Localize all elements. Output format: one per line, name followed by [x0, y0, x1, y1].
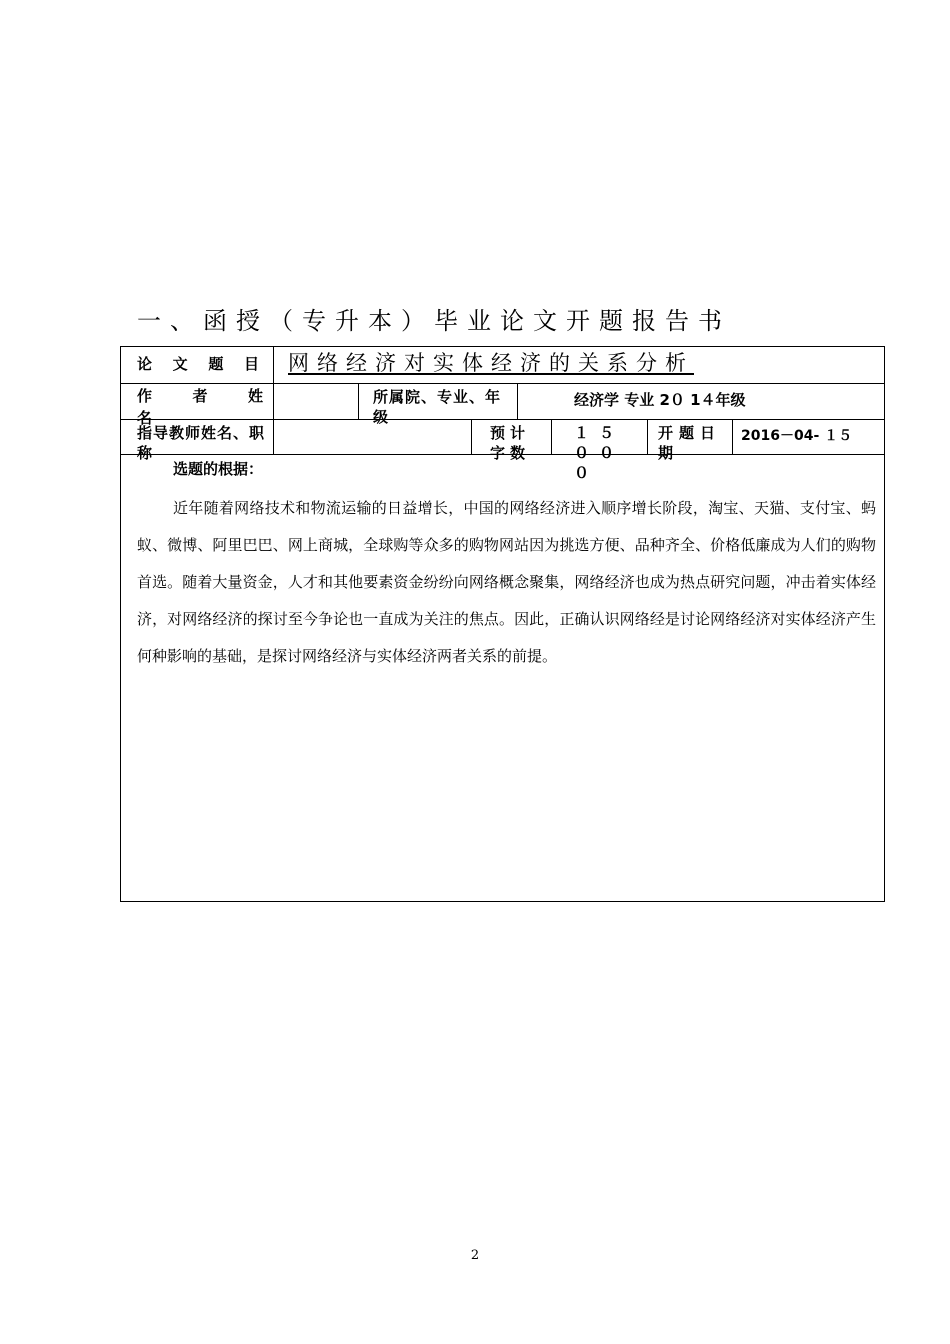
- row-thesis-title: [121, 347, 884, 384]
- topic-basis-text: 近年随着网络技术和物流运输的日益增长，中国的网络经济进入顺序增长阶段，淘宝、天猫、支付宝、蚂蚁、微博、阿里巴巴、网上商城，全球购等众多的购物网站因为挑选方便、品种齐全、价格低廉成为人们的购物首选。随着大量资金，人才和其他要素资金纷纷向网络概念聚集，网络经济也成为热点研究问题，冲击着实体经济，对网络经济的探讨至今争论也一直成为关注的焦点。因此，正确认识网络经是讨论网络经济对实体经济产生何种影响的基础，是探讨网络经济与实体经济两者关系的前提。: [137, 499, 876, 665]
- section-heading: 选题的根据：: [173, 460, 264, 478]
- page-number: 2: [470, 1248, 480, 1263]
- row-author: [121, 383, 884, 427]
- department-label: 所属院、专业、年级: [358, 383, 517, 419]
- thesis-title-value: 网络经济对实体经济的关系分析: [273, 347, 884, 383]
- topic-basis-section: [121, 454, 884, 901]
- department-value: 经济学 专业 2０ 1４年级: [517, 383, 884, 419]
- word-count-value: １５０００: [551, 419, 647, 454]
- author-name-value: [273, 383, 358, 419]
- proposal-date-label: 开题日期: [647, 419, 732, 454]
- author-name-label: 作 者 姓 名: [137, 387, 263, 427]
- page-title: 一、函授（专升本）毕业论文开题报告书: [137, 307, 731, 335]
- proposal-date-value: 2016－04- １５: [732, 419, 884, 454]
- proposal-form: [120, 346, 885, 902]
- advisor-label: 指导教师姓名、职称: [137, 424, 266, 462]
- thesis-title-label: 论 文 题 目: [137, 355, 259, 373]
- word-count-label: 预计字数: [471, 419, 551, 454]
- advisor-value: [273, 419, 471, 454]
